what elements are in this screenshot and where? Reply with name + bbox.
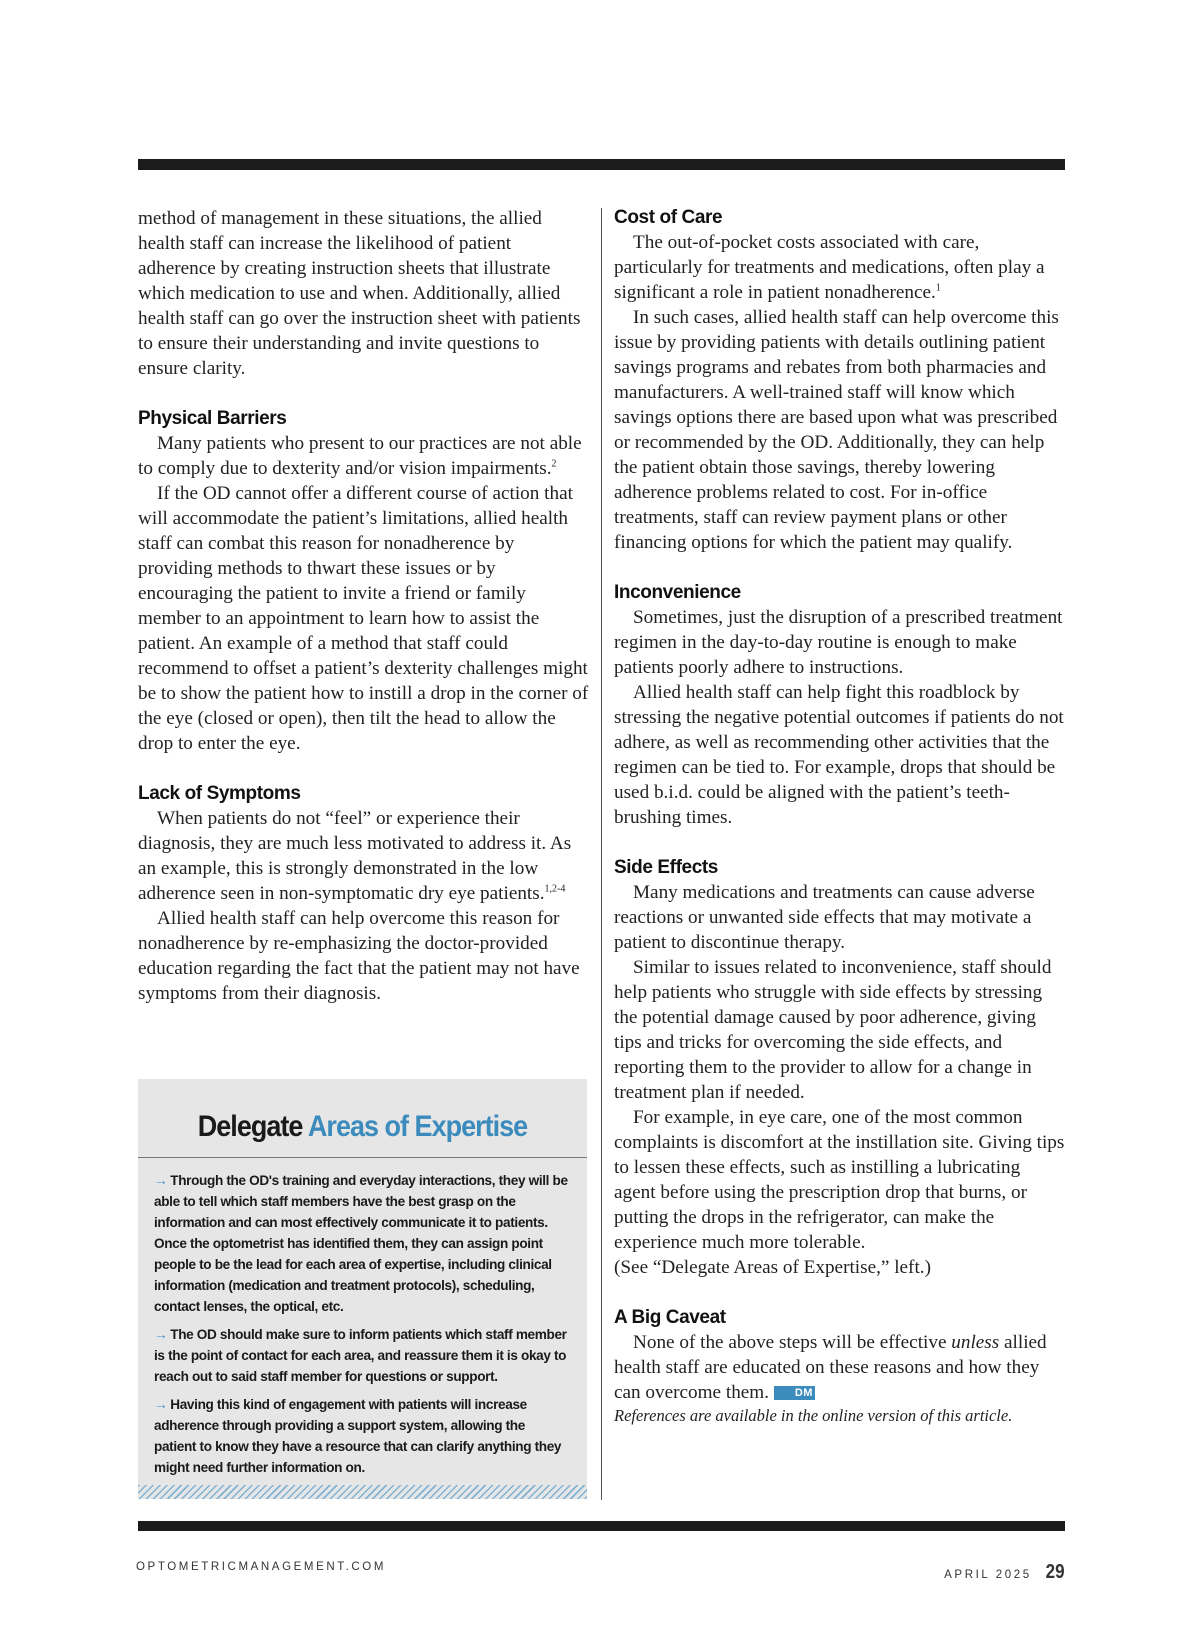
top-rule [138,159,1065,170]
sidebar-delegate-areas [138,1079,587,1499]
page-number: 29 [1045,1561,1065,1583]
footer-issue [944,1561,1066,1584]
sidebar-hatch-border [138,1485,587,1499]
sidebar-bullet: → Having this kind of engagement with patients will increase adherence through providing a support system, allowing the patient to know they have a resource that can clarify anything they might need further information on. [154,1397,562,1475]
paragraph: In such cases, allied health staff can help overcome this issue by providing patients with details outlining patient savings programs and rebates from both pharmacies and manufacturers. A well-trained staff will know which savings options there are based upon what was prescribed or recommended by the OD. Additionally, they can help the patient obtain those savings, thereby lowering adherence problems related to cost. For in-office treatments, staff can review payment plans or other financing options for which the patient may qualify. [614,307,1059,553]
reference-superscript: 1,2-4 [544,883,566,895]
paragraph: Sometimes, just the disruption of a prescribed treatment regimen in the day-to-day routine is enough to make patients poorly adhere to instructions. [614,607,1063,678]
paragraph: Many patients who present to our practices are not able to comply due to dexterity and/or vision impairments.$^2$ [138,433,582,479]
sidebar-bullet: → The OD should make sure to inform patients which staff member is the point of contact for each area, and reassure them it is okay to reach out to said staff member for questions or support. [154,1327,567,1384]
arrow-right-icon: → [154,1173,168,1188]
heading-cost-of-care: Cost of Care [614,207,723,228]
heading-a-big-caveat: A Big Caveat [614,1307,726,1328]
paragraph: Allied health staff can help fight this roadblock by stressing the negative potential outcomes if patients do not adhere, as well as recommending other activities that the regimen can be tied to. For example, drops that should be used b.i.d. could be aligned with the patient’s teeth-brushing times. [614,682,1064,828]
paragraph: For example, in eye care, one of the most common complaints is discomfort at the instillation site. Giving tips to lessen these effects, such as instilling a lubricating agent before using the prescription drop that burns, or putting the drops in the refrigerator, can make the experience much more tolerable. [614,1107,1065,1253]
bottom-rule [138,1521,1065,1531]
cross-reference: (See “Delegate Areas of Expertise,” left.) [614,1257,931,1278]
paragraph: When patients do not “feel” or experience their diagnosis, they are much less motivated to address it. As an example, this is strongly demonstrated in the low adherence seen in non-symptomatic dry eye patients.$^{1,2-4}$ [138,808,572,904]
arrow-right-icon: → [154,1327,168,1342]
heading-side-effects: Side Effects [614,857,718,878]
sidebar-title: Delegate Areas of Expertise [197,1110,528,1143]
arrow-right-icon: → [154,1397,168,1412]
column-divider [601,208,602,1500]
paragraph: Similar to issues related to inconvenience, staff should help patients who struggle with side effects by stressing the potential damage caused by poor adherence, giving tips and tricks for overcoming the side effects, and reporting them to the provider to allow for a change in treatment plan if needed. [614,957,1052,1103]
paragraph: None of the above steps will be effective unless allied health staff are educated on these reasons and how they can overcome them. DM [614,1332,1047,1403]
paragraph: The out-of-pocket costs associated with care, particularly for treatments and medications, often play a significant a role in patient nonadherence.$^1$ [614,232,1045,303]
reference-superscript: 2 [551,458,557,470]
reference-superscript: 1 [935,282,941,294]
paragraph: Allied health staff can help overcome this reason for nonadherence by re-emphasizing the doctor-provided education regarding the fact that the patient may not have symptoms from their diagnosis. [138,908,580,1004]
paragraph: If the OD cannot offer a different course of action that will accommodate the patient’s limitations, allied health staff can combat this reason for nonadherence by providing methods to thwart these issues or by encouraging the patient to invite a friend or family member to an appointment to learn how to assist the patient. An example of a method that staff could recommend to offset a patient’s dexterity challenges might be to show the patient how to instill a drop in the corner of the eye (closed or open), then tilt the head to allow the drop to enter the eye. [138,483,589,754]
heading-physical-barriers: Physical Barriers [138,408,287,429]
end-mark-icon: DM [774,1386,815,1400]
intro-paragraph: method of management in these situations, the allied health staff can increase the likelihood of patient adherence by creating instruction sheets that illustrate which medication to use and when. Additionally, allied health staff can go over the instruction sheet with patients to ensure their understanding and invite questions to ensure clarity. [138,208,581,379]
footer-website: OPTOMETRICMANAGEMENT.COM [136,1561,387,1573]
heading-inconvenience: Inconvenience [614,582,741,603]
paragraph: Many medications and treatments can cause adverse reactions or unwanted side effects that may motivate a patient to discontinue therapy. [614,882,1035,953]
heading-lack-of-symptoms: Lack of Symptoms [138,783,301,804]
right-column [614,205,1065,1427]
issue-date: APRIL 2025 [944,1569,1032,1581]
left-column [138,206,589,1006]
references-note: References are available in the online version of this article. [614,1406,1013,1425]
sidebar-bullet: → Through the OD's training and everyday interactions, they will be able to tell which staff members have the best grasp on the information and can most effectively communicate it to patients. Once the optometrist has identified them, they can assign point people to be the lead for each area of expertise, including clinical information (medication and treatment protocols), scheduling, contact lenses, the optical, etc. [154,1173,568,1314]
